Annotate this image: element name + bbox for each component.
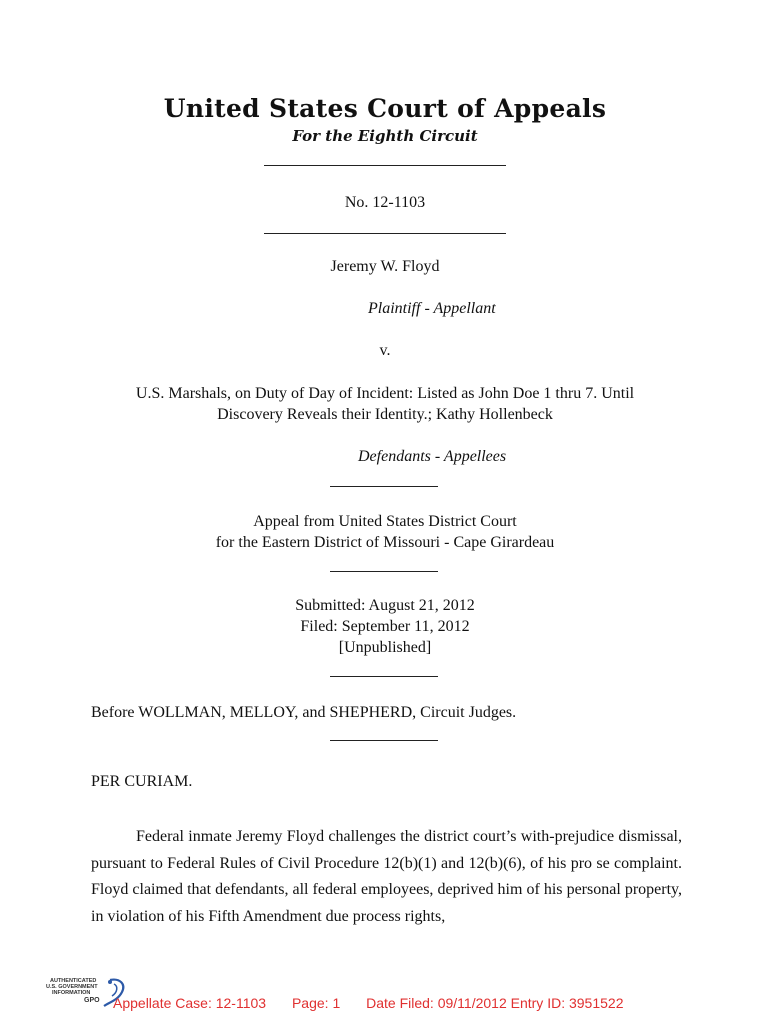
gpo-text-line-4: GPO bbox=[84, 997, 100, 1004]
opinion-paragraph bbox=[91, 824, 682, 930]
opinion-paragraph-text: Federal inmate Jeremy Floyd challenges the district court’s with-prejudice dismissal, pursuant to Federal Rules of Civil Procedure 12(b)(1) and 12(b)(6), of his pro se complaint. Floyd claimed that defendants, all federal employees, deprived him of his personal property, in violation of his Fifth Amendment due process rights, bbox=[91, 828, 682, 925]
opinion-heading: PER CURIAM. bbox=[91, 773, 193, 790]
gpo-text-line-1: AUTHENTICATED bbox=[50, 978, 97, 984]
footer-filed-entry: Date Filed: 09/11/2012 Entry ID: 3951522 bbox=[366, 995, 624, 1011]
filing-footer bbox=[113, 995, 645, 1011]
versus: v. bbox=[379, 342, 391, 359]
separator-rule bbox=[330, 571, 438, 572]
gpo-text-line-3: INFORMATION bbox=[52, 990, 91, 996]
case-number: No. 12-1103 bbox=[344, 194, 426, 211]
separator-rule bbox=[330, 740, 438, 741]
appeal-line-2: for the Eastern District of Missouri - Cape Girardeau bbox=[215, 534, 555, 551]
plaintiff-name: Jeremy W. Floyd bbox=[330, 258, 440, 275]
separator-rule bbox=[330, 486, 438, 487]
separator-rule bbox=[264, 165, 506, 166]
footer-case-number: Appellate Case: 12-1103 bbox=[113, 995, 267, 1011]
submitted-date: Submitted: August 21, 2012 bbox=[295, 597, 475, 614]
circuit-subtitle: For the Eighth Circuit bbox=[292, 127, 478, 145]
court-title: United States Court of Appeals bbox=[163, 94, 607, 123]
appeal-line-1: Appeal from United States District Court bbox=[253, 513, 517, 530]
gpo-text-line-2: U.S. GOVERNMENT bbox=[46, 984, 98, 990]
defendants-line-1: U.S. Marshals, on Duty of Day of Incident: Listed as John Doe 1 thru 7. Until bbox=[135, 385, 635, 402]
publication-status: [Unpublished] bbox=[338, 639, 432, 656]
defendants-line-2: Discovery Reveals their Identity.; Kathy Hollenbeck bbox=[217, 406, 553, 423]
footer-page-number: Page: 1 bbox=[291, 995, 341, 1011]
plaintiff-role: Plaintiff - Appellant bbox=[368, 300, 496, 317]
filed-date: Filed: September 11, 2012 bbox=[300, 618, 470, 635]
defendants-role: Defendants - Appellees bbox=[358, 448, 507, 465]
panel-judges: Before WOLLMAN, MELLOY, and SHEPHERD, Circuit Judges. bbox=[91, 704, 517, 721]
separator-rule bbox=[264, 233, 506, 234]
separator-rule bbox=[330, 676, 438, 677]
